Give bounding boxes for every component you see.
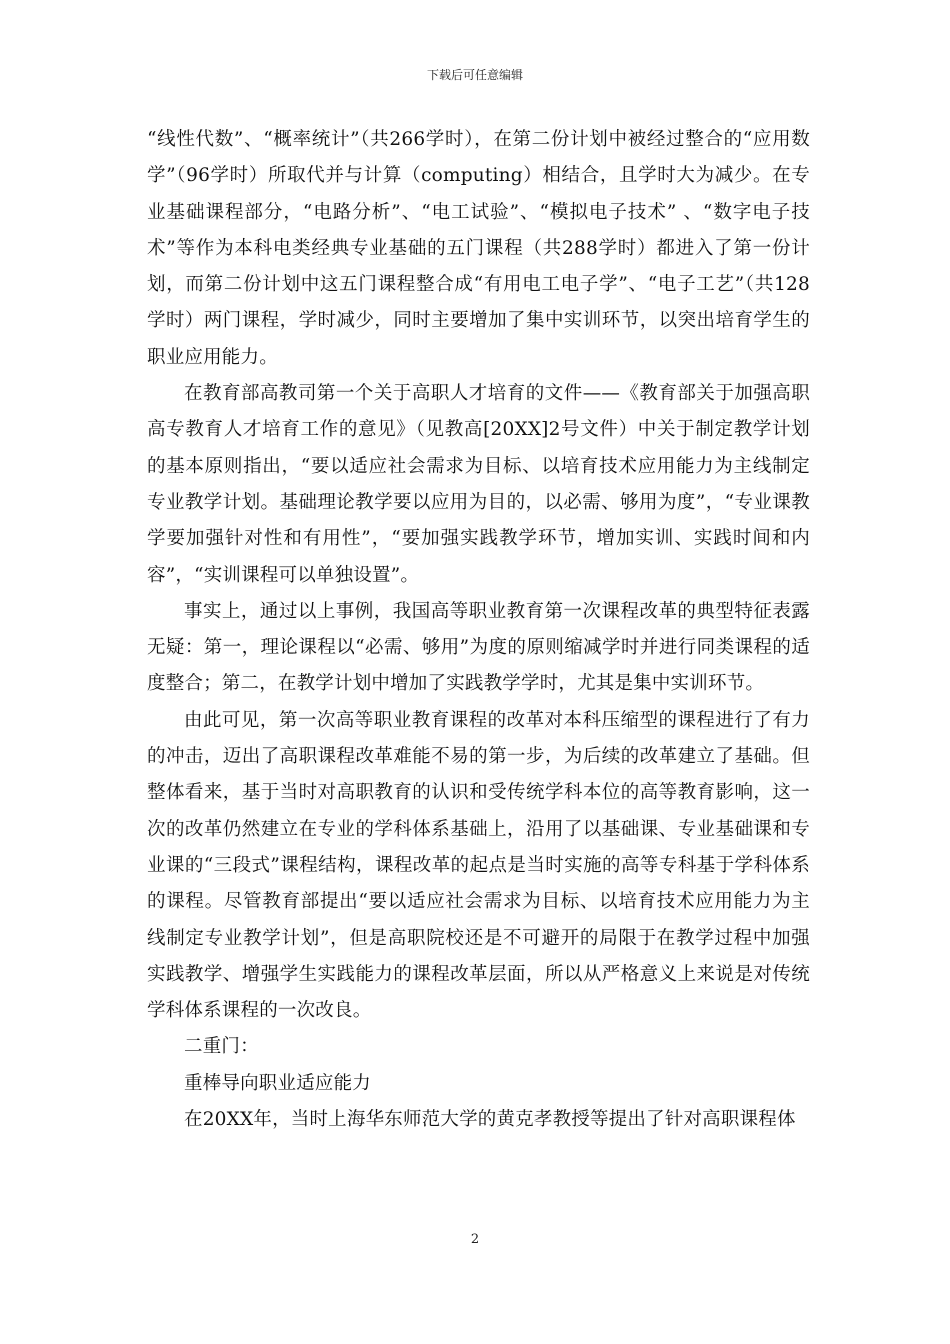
section-subheading: 重棒导向职业适应能力 <box>184 1072 372 1094</box>
section-heading: 二重门： <box>184 1036 259 1058</box>
document-body <box>147 122 810 1138</box>
page-header: 下载后可任意编辑 <box>426 68 523 82</box>
page-number: 2 <box>470 1232 480 1247</box>
paragraph: 事实上，通过以上事例，我国高等职业教育第一次课程改革的典型特征表露无疑：第一，理论课程以“必需、够用”为度的原则缩减学时并进行同类课程的适度整合；第二，在教学计划中增加了实践教学学时，尤其是集中实训环节。 <box>147 600 810 695</box>
paragraph-continued: “线性代数”、“概率统计”（共266学时），在第二份计划中被经过整合的“应用数学”（96学时）所取代并与计算（computing）相结合，且学时大为减少。在专业基础课程部分，“电路分析”、“电工试验”、“模拟电子技术” 、“数字电子技术”等作为本科电类经典专业基础的五门课程（共288学时）都进入了第一份计划，而第二份计划中这五门课程整合成“有用电工电子学”、“电子工艺”（共128学时）两门课程，学时减少，同时主要增加了集中实训环节，以突出培育学生的职业应用能力。 <box>147 129 810 368</box>
paragraph: 由此可见，第一次高等职业教育课程的改革对本科压缩型的课程进行了有力的冲击，迈出了高职课程改革难能不易的第一步，为后续的改革建立了基础。但整体看来，基于当时对高职教育的认识和受传统学科本位的高等教育影响，这一次的改革仍然建立在专业的学科体系基础上，沿用了以基础课、专业基础课和专业课的“三段式”课程结构，课程改革的起点是当时实施的高等专科基于学科体系的课程。尽管教育部提出“要以适应社会需求为目标、以培育技术应用能力为主线制定专业教学计划”，但是高职院校还是不可避开的局限于在教学过程中加强实践教学、增强学生实践能力的课程改革层面，所以从严格意义上来说是对传统学科体系课程的一次改良。 <box>147 709 810 1022</box>
paragraph: 在教育部高教司第一个关于高职人才培育的文件——《教育部关于加强高职高专教育人才培育工作的意见》（见教高[20XX]2号文件）中关于制定教学计划的基本原则指出，“要以适应社会需求为目标、以培育技术应用能力为主线制定专业教学计划。基础理论教学要以应用为目的，以必需、够用为度”，“专业课教学要加强针对性和有用性”，“要加强实践教学环节，增加实训、实践时间和内容”，“实训课程可以单独设置”。 <box>147 383 810 586</box>
paragraph: 在20XX年，当时上海华东师范大学的黄克孝教授等提出了针对高职课程体 <box>184 1109 796 1131</box>
